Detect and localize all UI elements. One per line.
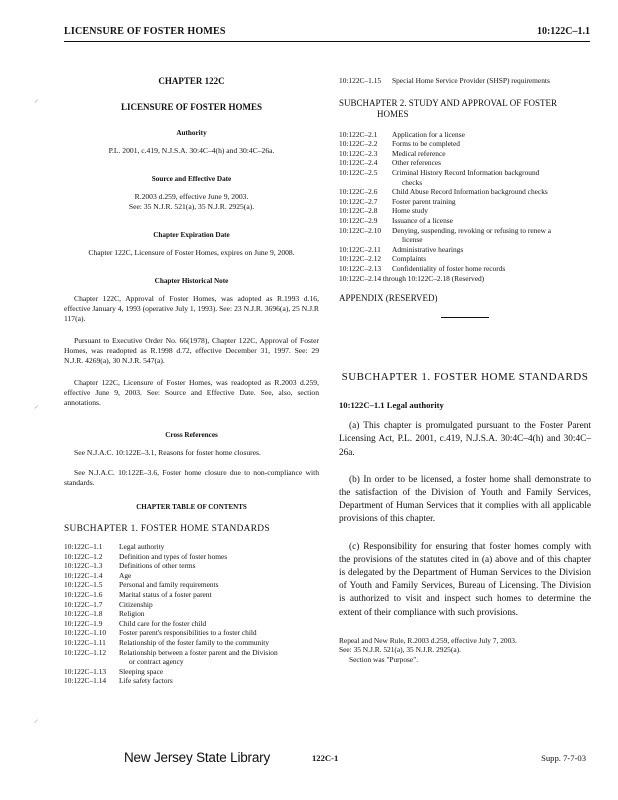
toc-entry: 10:122C–1.10 Foster parent's responsibilities to a foster child: [64, 628, 257, 638]
expiration-text: Chapter 122C, Licensure of Foster Homes, expires on June 9, 2008.: [88, 248, 295, 257]
authority-text: P.L. 2001, c.419, N.J.S.A. 30:4C–4(h) and 30:4C–26a.: [108, 146, 275, 155]
historical-note-3: Chapter 122C, Licensure of Foster Homes, was readopted as R.2003 d.259, effective June 9, 2003. See: Source and Effective Date. See, also, section annotations.: [64, 378, 319, 407]
toc-list-subchapter-2: [339, 130, 591, 284]
header-rule: [64, 41, 590, 42]
toc-entry: 10:122C–2.5 Criminal History Record Information background checks: [339, 167, 540, 187]
toc-entry: 10:122C–2.9 Issuance of a license: [339, 215, 453, 225]
section-divider: [441, 317, 489, 318]
supplement-date: Supp. 7-7-03: [541, 753, 586, 763]
margin-mark: ⸝: [34, 95, 39, 105]
toc-entry: 10:122C–1.6 Marital status of a foster parent: [64, 589, 212, 599]
section-heading: 10:122C–1.1 Legal authority: [339, 400, 444, 411]
toc-subchapter-2: SUBCHAPTER 2. STUDY AND APPROVAL OF FOSTER HOMES: [339, 97, 557, 119]
toc-entry: 10:122C–1.12 Relationship between a foster parent and the Division or contract agency: [64, 647, 278, 667]
toc-entry: 10:122C–2.3 Medical reference: [339, 148, 446, 158]
paragraph-c: (c) Responsibility for ensuring that foster homes comply with the provisions of the statutes cited in (a) above and of this chapter is delegated by the Department of Human Services to the Division of Youth and Family Services, Bureau of Licensing. The Division is authorized to visit and inspect such homes to determine the extent of their compliance with such provisions.: [339, 541, 591, 618]
margin-mark: ⸝: [34, 401, 39, 411]
toc-entry: 10:122C–1.15 Special Home Service Provider (SHSP) requirements: [339, 76, 550, 85]
historical-note-heading: Chapter Historical Note: [154, 277, 229, 285]
source-text-2: See: 35 N.J.R. 521(a), 35 N.J.R. 2925(a).: [128, 202, 255, 211]
toc-entry: 10:122C–2.11 Administrative hearings: [339, 244, 464, 254]
historical-note-2: Pursuant to Executive Order No. 66(1978), Chapter 122C, Approval of Foster Homes, was readopted as R.1998 d.72, effective December 31, 1997. See: 29 N.J.R. 4269(a), 30 N.J.R. 547(a).: [64, 336, 319, 365]
cross-reference-2: See N.J.A.C. 10:122E–3.6, Foster home closure due to non-compliance with standards.: [64, 468, 319, 487]
toc-entry: 10:122C–1.5 Personal and family requirements: [64, 580, 219, 590]
toc-entry: 10:122C–2.12 Complaints: [339, 254, 427, 264]
library-watermark: New Jersey State Library: [124, 750, 271, 765]
subchapter-1-heading: SUBCHAPTER 1. FOSTER HOME STANDARDS: [341, 371, 589, 384]
toc-entry: 10:122C–1.1 Legal authority: [64, 542, 165, 551]
authority-heading: Authority: [176, 129, 207, 137]
toc-list-subchapter-1: [64, 542, 319, 686]
toc-entry: 10:122C–1.3 Definitions of other terms: [64, 561, 196, 571]
running-header: [64, 26, 590, 40]
toc-heading: CHAPTER TABLE OF CONTENTS: [136, 503, 247, 511]
toc-entry-reserved: 10:122C–2.14 through 10:122C–2.18 (Reserved): [339, 273, 485, 283]
toc-entry: 10:122C–2.13 Confidentiality of foster home records: [339, 263, 506, 273]
header-title: LICENSURE OF FOSTER HOMES: [64, 26, 226, 37]
page-footer: [0, 750, 618, 770]
toc-entry: 10:122C–1.4 Age: [64, 570, 132, 580]
toc-entry: 10:122C–1.9 Child care for the foster child: [64, 618, 207, 628]
cross-references-heading: Cross References: [165, 431, 218, 439]
toc-entry: 10:122C–2.4 Other references: [339, 158, 442, 168]
toc-entry: 10:122C–1.11 Relationship of the foster family to the community: [64, 637, 270, 647]
historical-note-1: Chapter 122C, Approval of Foster Homes, was adopted as R.1993 d.16, effective January 4, 1993 (operative July 1, 1993). See: 23 N.J.R. 3696(a), 25 N.J.R 117(a).: [64, 294, 319, 323]
toc-entry: 10:122C–2.7 Foster parent training: [339, 196, 456, 206]
toc-entry: 10:122C–2.1 Application for a license: [339, 129, 465, 139]
section-history: [339, 636, 591, 665]
source-text-1: R.2003 d.259, effective June 9, 2003.: [134, 192, 249, 201]
toc-entry: 10:122C–2.2 Forms to be completed: [339, 139, 460, 149]
source-heading: Source and Effective Date: [151, 175, 232, 183]
toc-entry: 10:122C–1.14 Life safety factors: [64, 676, 173, 686]
appendix-entry: APPENDIX (RESERVED): [339, 293, 438, 304]
paragraph-a: (a) This chapter is promulgated pursuant to the Foster Parent Licensing Act, P.L. 2001, c.419, N.J.S.A. 30:4C–4(h) and 30:4C–26a.: [339, 421, 591, 458]
toc-subchapter-1: SUBCHAPTER 1. FOSTER HOME STANDARDS: [64, 524, 270, 534]
history-line-2: See: 35 N.J.R. 521(a), 35 N.J.R. 2925(a).: [339, 645, 461, 655]
history-line-3: Section was "Purpose".: [349, 654, 419, 664]
paragraph-b: (b) In order to be licensed, a foster home shall demonstrate to the satisfaction of the Division of Youth and Family Services, Department of Human Services that it complies with all applicable provisions of this chapter.: [339, 474, 591, 525]
right-column: [339, 76, 591, 665]
chapter-title: LICENSURE OF FOSTER HOMES: [121, 102, 262, 112]
toc-entry: 10:122C–2.8 Home study: [339, 206, 428, 216]
page-number: 122C-1: [312, 753, 339, 763]
header-section-number: 10:122C–1.1: [536, 26, 590, 37]
toc-entry: 10:122C–1.2 Definition and types of foster homes: [64, 551, 228, 561]
margin-mark: ⸝: [34, 715, 39, 725]
toc-entry: 10:122C–1.13 Sleeping space: [64, 666, 164, 676]
toc-entry: 10:122C–2.6 Child Abuse Record Information background checks: [339, 187, 548, 197]
history-line-1: Repeal and New Rule, R.2003 d.259, effective July 7, 2003.: [339, 635, 517, 645]
cross-reference-1: See N.J.A.C. 10:122E–3.1, Reasons for foster home closures.: [74, 448, 261, 457]
left-column: [64, 76, 319, 686]
toc-entry: 10:122C–2.10 Denying, suspending, revoking or refusing to renew a license: [339, 225, 552, 245]
expiration-heading: Chapter Expiration Date: [153, 231, 230, 239]
toc-entry: 10:122C–1.8 Religion: [64, 609, 145, 619]
toc-entry: 10:122C–1.7 Citizenship: [64, 599, 153, 609]
chapter-number: CHAPTER 122C: [158, 76, 225, 86]
